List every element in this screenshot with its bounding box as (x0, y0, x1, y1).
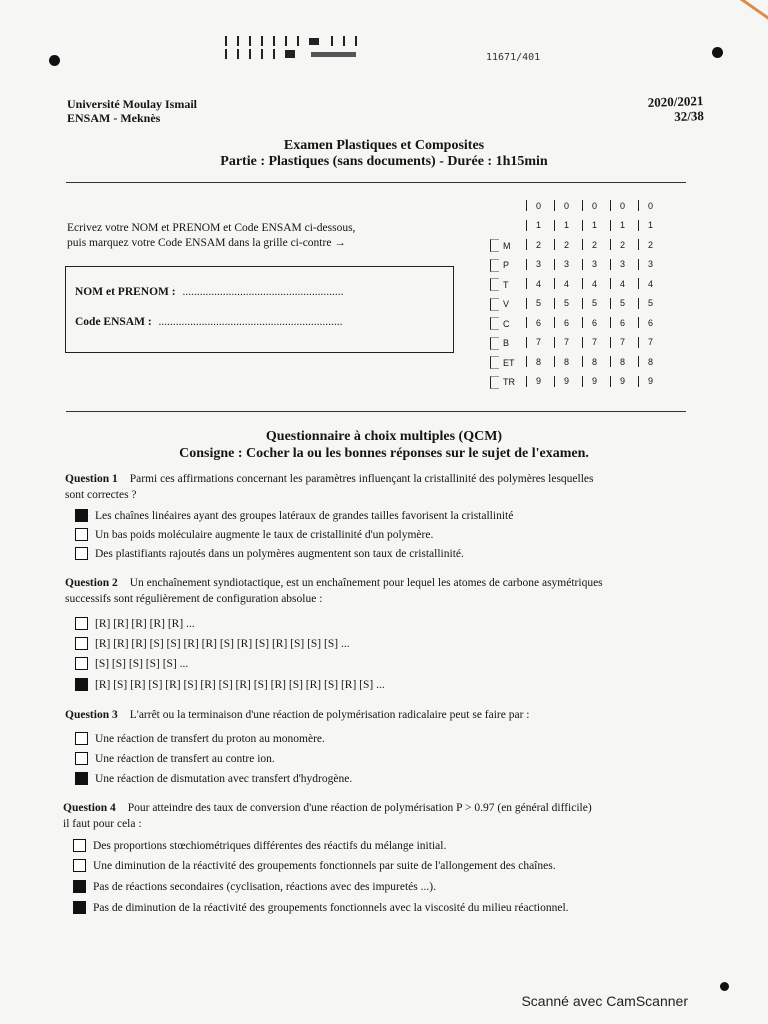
q1-option-1[interactable]: Les chaînes linéaires ayant des groupes latéraux de grandes tailles favorisent la cristallinité (75, 509, 513, 522)
grid-digit-4-2[interactable]: 2 (638, 239, 653, 250)
code-field[interactable] (75, 316, 343, 328)
grid-prefix-c[interactable]: C (490, 317, 524, 330)
q4-option-3[interactable]: Pas de réactions secondaires (cyclisation, réactions avec des impuretés ...). (73, 880, 436, 893)
q1-option-2-checkbox[interactable] (75, 528, 88, 541)
code-dots: ................................................................ (158, 316, 343, 328)
grid-digit-0-6[interactable]: 6 (526, 317, 541, 328)
grid-prefix-p[interactable]: P (490, 259, 524, 272)
question-4-text: Pour atteindre des taux de conversion d'une réaction de polymérisation P > 0.97 (en général difficile) (127, 802, 592, 814)
grid-digit-2-0[interactable]: 0 (582, 200, 597, 211)
code-label: Code ENSAM : (75, 316, 152, 328)
grid-digit-2-4[interactable]: 4 (582, 278, 597, 289)
question-2-text-cont: successifs sont régulièrement de configuration absolue : (65, 593, 323, 605)
question-1-text-cont: sont correctes ? (65, 489, 137, 501)
grid-digit-3-1[interactable]: 1 (610, 220, 625, 231)
qcm-header (0, 428, 768, 462)
q4-option-4-checkbox[interactable] (73, 901, 86, 914)
grid-digit-3-8[interactable]: 8 (610, 356, 625, 367)
q4-option-4[interactable]: Pas de diminution de la réactivité des groupements fonctionnels avec la viscosité du milieu réactionnel. (73, 901, 569, 914)
q1-option-3[interactable]: Des plastifiants rajoutés dans un polymères augmentent son taux de cristallinité. (75, 547, 464, 560)
registration-dot-bottom (720, 982, 729, 991)
page-corner-mark (739, 0, 768, 22)
question-1 (65, 471, 715, 503)
grid-digit-2-5[interactable]: 5 (582, 298, 597, 309)
question-2-number: Question 2 (65, 577, 118, 589)
q2-option-2[interactable]: [R] [R] [R] [S] [S] [R] [R] [S] [R] [S] [R] [S] [S] [S] ... (75, 637, 350, 650)
year-header (648, 93, 705, 125)
grid-digit-0-7[interactable]: 7 (526, 337, 541, 348)
grid-prefix-tr[interactable]: TR (490, 376, 524, 389)
grid-digit-3-6[interactable]: 6 (610, 317, 625, 328)
q4-option-2-checkbox[interactable] (73, 859, 86, 872)
q4-option-3-checkbox[interactable] (73, 880, 86, 893)
exam-title-line2: Partie : Plastiques (sans documents) - Durée : 1h15min (220, 154, 548, 169)
grid-digit-4-7[interactable]: 7 (638, 337, 653, 348)
grid-digit-4-6[interactable]: 6 (638, 317, 653, 328)
grid-digit-0-2[interactable]: 2 (526, 239, 541, 250)
grid-digit-1-5[interactable]: 5 (554, 298, 569, 309)
q4-option-2[interactable]: Une diminution de la réactivité des groupements fonctionnels par suite de l'allongement des chaînes. (73, 859, 556, 872)
university-name: Université Moulay Ismail (67, 97, 197, 111)
grid-prefix-t[interactable]: T (490, 278, 524, 291)
identification-instructions: Ecrivez votre NOM et PRENOM et Code ENSAM ci-dessous, puis marquez votre Code ENSAM dans la grille ci-contre → (67, 222, 356, 249)
registration-dot-right (712, 47, 723, 58)
grid-digit-3-3[interactable]: 3 (610, 259, 625, 270)
name-label: NOM et PRENOM : (75, 286, 176, 298)
question-3 (65, 707, 715, 723)
grid-digit-3-0[interactable]: 0 (610, 200, 625, 211)
q1-option-3-checkbox[interactable] (75, 547, 88, 560)
exam-title-line1: Examen Plastiques et Composites (283, 138, 485, 153)
q2-option-4-checkbox[interactable] (75, 678, 88, 691)
grid-prefix-m[interactable]: M (490, 239, 524, 252)
grid-digit-2-6[interactable]: 6 (582, 317, 597, 328)
question-4-number: Question 4 (63, 802, 116, 814)
exam-title (0, 138, 768, 170)
question-4-text-cont: il faut pour cela : (63, 818, 142, 830)
q1-option-1-checkbox[interactable] (75, 509, 88, 522)
grid-digit-1-8[interactable]: 8 (554, 356, 569, 367)
grid-digit-4-4[interactable]: 4 (638, 278, 653, 289)
grid-digit-4-3[interactable]: 3 (638, 259, 653, 270)
grid-digit-1-6[interactable]: 6 (554, 317, 569, 328)
divider-top (66, 182, 686, 183)
grid-digit-0-0[interactable]: 0 (526, 200, 541, 211)
q4-option-1-checkbox[interactable] (73, 839, 86, 852)
grid-digit-4-0[interactable]: 0 (638, 200, 653, 211)
q3-option-2-checkbox[interactable] (75, 752, 88, 765)
grid-digit-1-0[interactable]: 0 (554, 200, 569, 211)
grid-digit-1-1[interactable]: 1 (554, 220, 569, 231)
q3-option-2[interactable]: Une réaction de transfert au contre ion. (75, 752, 275, 765)
grid-digit-1-7[interactable]: 7 (554, 337, 569, 348)
grid-prefix-b[interactable]: B (490, 337, 524, 350)
question-4 (63, 800, 723, 832)
registration-dot-left (49, 55, 60, 66)
q3-option-1[interactable]: Une réaction de transfert du proton au monomère. (75, 732, 325, 745)
grid-digit-3-2[interactable]: 2 (610, 239, 625, 250)
grid-prefix-v[interactable]: V (490, 298, 524, 311)
question-3-number: Question 3 (65, 709, 118, 721)
grid-digit-0-4[interactable]: 4 (526, 278, 541, 289)
grid-digit-2-8[interactable]: 8 (582, 356, 597, 367)
divider-middle (66, 411, 686, 412)
grid-digit-4-5[interactable]: 5 (638, 298, 653, 309)
grid-digit-1-4[interactable]: 4 (554, 278, 569, 289)
question-2 (65, 575, 715, 607)
grid-digit-2-9[interactable]: 9 (582, 376, 597, 387)
grid-digit-0-3[interactable]: 3 (526, 259, 541, 270)
grid-prefix-et[interactable]: ET (490, 356, 524, 369)
grid-digit-1-9[interactable]: 9 (554, 376, 569, 387)
q2-option-4[interactable]: [R] [S] [R] [S] [R] [S] [R] [S] [R] [S] [R] [S] [R] [S] [R] [S] ... (75, 678, 385, 691)
identity-box (65, 266, 454, 353)
grid-digit-0-8[interactable]: 8 (526, 356, 541, 367)
grid-digit-3-7[interactable]: 7 (610, 337, 625, 348)
q3-option-1-checkbox[interactable] (75, 732, 88, 745)
barcode (225, 36, 365, 60)
grid-digit-3-9[interactable]: 9 (610, 376, 625, 387)
grid-digit-2-2[interactable]: 2 (582, 239, 597, 250)
school-name: ENSAM - Meknès (67, 111, 161, 125)
grid-digit-1-2[interactable]: 2 (554, 239, 569, 250)
name-dots: ........................................................ (182, 286, 344, 298)
grid-digit-0-9[interactable]: 9 (526, 376, 541, 387)
question-1-text: Parmi ces affirmations concernant les paramètres influençant la cristallinité des polymères lesquelles (129, 473, 594, 485)
grid-digit-4-8[interactable]: 8 (638, 356, 653, 367)
grid-digit-4-9[interactable]: 9 (638, 376, 653, 387)
q2-option-2-checkbox[interactable] (75, 637, 88, 650)
question-3-text: L'arrêt ou la terminaison d'une réaction de polymérisation radicalaire peut se faire par : (129, 709, 530, 721)
q2-option-3[interactable]: [S] [S] [S] [S] [S] ... (75, 657, 188, 670)
qcm-instruction: Consigne : Cocher la ou les bonnes réponses sur le sujet de l'examen. (179, 446, 589, 461)
grid-digit-4-1[interactable]: 1 (638, 220, 653, 231)
grid-digit-1-3[interactable]: 3 (554, 259, 569, 270)
academic-year: 2020/2021 (647, 93, 704, 110)
scanner-watermark: Scanné avec CamScanner (521, 993, 688, 1009)
grid-digit-3-5[interactable]: 5 (610, 298, 625, 309)
grid-digit-2-3[interactable]: 3 (582, 259, 597, 270)
institution-header (67, 97, 197, 125)
page-number: 32/38 (674, 108, 705, 125)
q4-option-1[interactable]: Des proportions stœchiométriques différentes des réactifs du mélange initial. (73, 839, 446, 852)
serial-number: 11671/401 (486, 52, 541, 63)
grid-digit-2-1[interactable]: 1 (582, 220, 597, 231)
grid-digit-0-5[interactable]: 5 (526, 298, 541, 309)
q1-option-2[interactable]: Un bas poids moléculaire augmente le taux de cristallinité d'un polymère. (75, 528, 433, 541)
q2-option-3-checkbox[interactable] (75, 657, 88, 670)
q2-option-1-checkbox[interactable] (75, 617, 88, 630)
q2-option-1[interactable]: [R] [R] [R] [R] [R] ... (75, 617, 195, 630)
grid-digit-2-7[interactable]: 7 (582, 337, 597, 348)
qcm-title: Questionnaire à choix multiples (QCM) (265, 429, 503, 444)
q3-option-3-checkbox[interactable] (75, 772, 88, 785)
question-1-number: Question 1 (65, 473, 118, 485)
name-field[interactable] (75, 286, 343, 298)
grid-digit-3-4[interactable]: 4 (610, 278, 625, 289)
grid-digit-0-1[interactable]: 1 (526, 220, 541, 231)
q3-option-3[interactable]: Une réaction de dismutation avec transfert d'hydrogène. (75, 772, 352, 785)
question-2-text: Un enchaînement syndiotactique, est un enchaînement pour lequel les atomes de carbone asymétriques (129, 577, 603, 589)
